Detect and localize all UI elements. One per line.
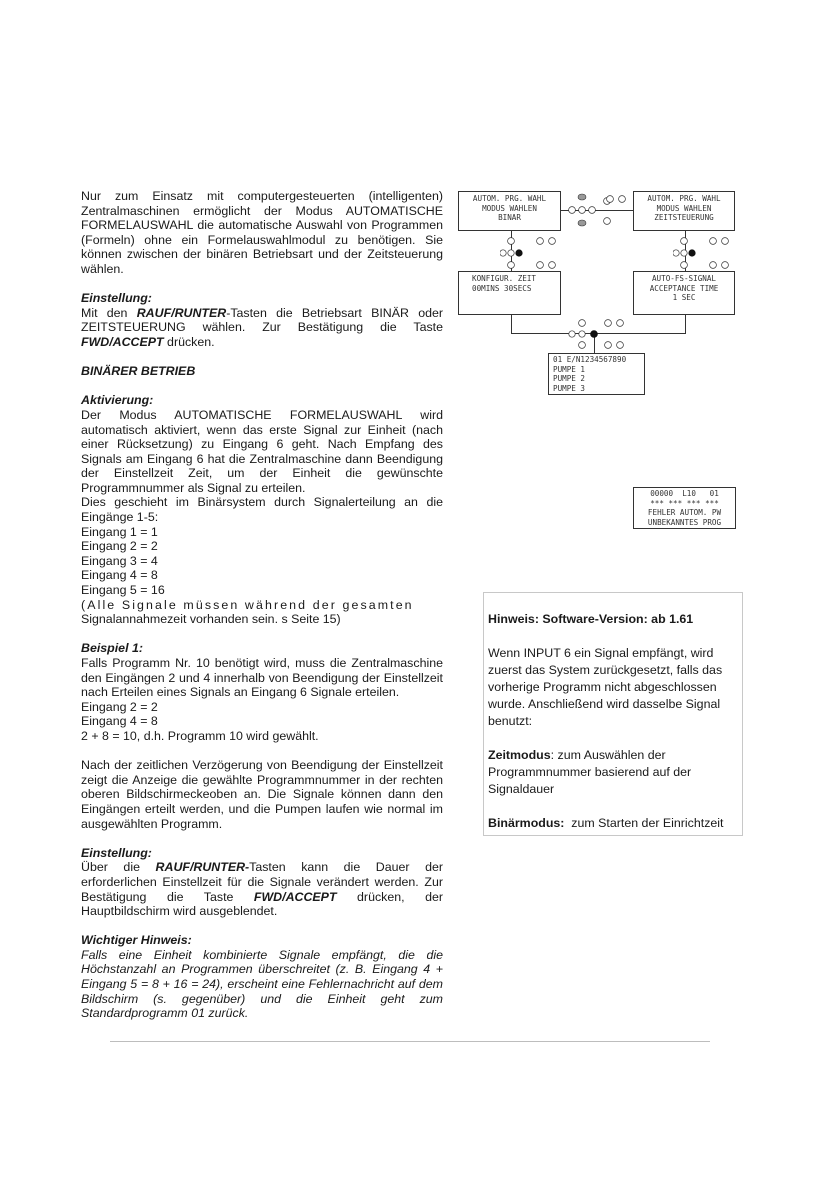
eingang-1: Eingang 1 = 1 <box>81 524 158 539</box>
beispiel-summe: 2 + 8 = 10, d.h. Programm 10 wird gewählt. <box>81 728 319 743</box>
lcd-fehler <box>633 487 736 529</box>
signale-note-line1: (Alle Signale müssen während der gesamten <box>81 597 414 612</box>
footer-divider <box>110 1041 710 1042</box>
nach-paragraph: Nach der zeitlichen Verzögerung von Beendigung der Einstellzeit zeigt die Anzeige die gewählte Programmnummer in der rechten oberen Bildschirmeckeoben an. Die Signale können dann den Eingängen erteilt werden, und die Pumpen laufen wie normal im ausgewählten Programm. <box>81 758 443 831</box>
key-fwd-accept: FWD/ACCEPT <box>81 334 164 349</box>
lcd-konfigur-zeit <box>458 271 561 315</box>
beispiel-eingang-4: Eingang 4 = 8 <box>81 714 158 729</box>
lcd-line: PUMPE 2 <box>553 374 586 384</box>
wire-auto-fs-down <box>685 314 686 334</box>
einstellung2-heading: Einstellung: <box>81 845 152 860</box>
lcd-auto-fs-signal <box>633 271 735 315</box>
text-span: Mit den <box>81 305 137 320</box>
binaermodus-label: Binärmodus: <box>488 816 565 830</box>
einstellung-heading: Einstellung: <box>81 291 152 306</box>
lcd-line: AUTOM. PRG. WAHL <box>647 194 721 203</box>
lcd-line: MODUS WAHLEN <box>656 203 712 213</box>
hint-binaermodus <box>488 815 738 832</box>
binaermodus-text: zum Starten der Einrichtzeit <box>564 816 724 830</box>
hint-title: Hinweis: Software-Version: ab 1.61 <box>488 612 694 626</box>
eingang-3: Eingang 3 = 4 <box>81 553 158 568</box>
aktivierung-paragraph: Der Modus AUTOMATISCHE FORMELAUSWAHL wird automatisch aktiviert, wenn das erste Signal zur Einheit (nach einer Rücksetzung) zu Eingang 6 geht. Nach Empfang des Signals am Eingang 6 hat die Zentralmaschine dann Beendigung der Einstellzeit Zeit, um der Einheit die gewünschte Programmnummer als Signal zu erteilen. <box>81 407 443 495</box>
lcd-line: ACCEPTANCE TIME <box>649 283 719 293</box>
einstellung-paragraph <box>81 306 443 350</box>
button-cluster-icon <box>673 236 735 270</box>
lcd-line: 00MINS 30SECS <box>472 283 532 293</box>
text-span: drücken, der Hauptbildschirm wird ausgeblendet. <box>81 889 443 919</box>
beispiel-paragraph: Falls Programm Nr. 10 benötigt wird, muss die Zentralmaschine den Eingängen 2 und 4 innerhalb von Beendigung der Einstellzeit nach Erteilen eines Signals an Eingang 6 Signale erteilen. <box>81 656 443 700</box>
text-span: drücken. <box>163 334 215 349</box>
wire-konfigur-down <box>511 314 512 334</box>
button-cluster-icon <box>500 236 562 270</box>
text-span: Über die <box>81 860 156 875</box>
zeitmodus-text: : zum Auswählen der Programmnummer basierend auf der Signaldauer <box>488 748 692 796</box>
lcd-line: FEHLER AUTOM. PW <box>647 508 722 518</box>
lcd-line: KONFIGUR. ZEIT <box>472 274 537 283</box>
text-span: -Tasten die Betriebsart BINÄR oder ZEITSTEUERUNG wählen. Zur Bestätigung die Taste <box>81 305 443 335</box>
eingang-2: Eingang 2 = 2 <box>81 539 158 554</box>
software-version-hint <box>483 592 743 836</box>
aktivierung-heading: Aktivierung: <box>81 393 154 408</box>
main-text-column <box>81 189 443 1021</box>
lcd-line: 01 E/N1234567890 <box>553 355 627 364</box>
lcd-pumpe <box>548 353 645 395</box>
text-span: Tasten kann die Dauer der erforderlichen Einstellzeit für die Signale verändert werden. Zur Bestätigung die Taste <box>81 860 444 904</box>
button-cluster-icon <box>564 318 628 350</box>
binaer-heading: BINÄRER BETRIEB <box>81 364 196 379</box>
eingang-5: Eingang 5 = 16 <box>81 583 165 598</box>
beispiel-heading: Beispiel 1: <box>81 641 143 656</box>
lcd-modus-zeit <box>633 191 735 231</box>
lcd-line: UNBEKANNTES PROG <box>647 517 722 527</box>
binaer-paragraph: Dies geschieht im Binärsystem durch Signalerteilung an die Eingänge 1-5: <box>81 495 443 525</box>
lcd-line: PUMPE 3 <box>553 383 586 393</box>
zeitmodus-label: Zeitmodus <box>488 748 551 762</box>
lcd-line: BINAR <box>498 213 521 223</box>
key-rauf-runter: RAUF/RUNTER <box>136 305 227 320</box>
wichtig-paragraph: Falls eine Einheit kombinierte Signale empfängt, die die Höchstanzahl an Programmen überschreitet (z. B. Eingang 4 + Eingang 5 = 8 + 16 = 24), erscheint eine Fehlernachricht auf dem Bildschirm (s. gegenüber) und die Einheit geht zum Standardprogramm 01 zurück. <box>81 947 443 1021</box>
lcd-line: AUTOM. PRG. WAHL <box>472 194 547 203</box>
lcd-line: 00000 L10 01 <box>650 489 719 498</box>
button-pair-icon <box>604 193 634 205</box>
lcd-line: AUTO-FS-SIGNAL <box>651 274 716 283</box>
einstellung2-paragraph <box>81 860 443 918</box>
lcd-line: MODUS WAHLEN <box>482 203 537 213</box>
lcd-line: 1 SEC <box>672 293 696 303</box>
lcd-line: ZEITSTEUERUNG <box>654 213 714 223</box>
key-fwd-accept: FWD/ACCEPT <box>253 889 337 904</box>
lcd-modus-binar <box>458 191 561 231</box>
key-rauf-runter: RAUF/RUNTER- <box>155 860 250 875</box>
lcd-line: PUMPE 1 <box>553 364 586 374</box>
hint-zeitmodus <box>488 747 738 798</box>
hint-paragraph: Wenn INPUT 6 ein Signal empfängt, wird zuerst das System zurückgesetzt, falls das vorherige Programm nicht abgeschlossen wurde. Anschließend wird dasselbe Signal benutzt: <box>488 646 723 728</box>
wichtig-heading: Wichtiger Hinweis: <box>81 933 192 948</box>
eingang-4: Eingang 4 = 8 <box>81 568 158 583</box>
lcd-line: *** *** *** *** <box>650 498 719 508</box>
beispiel-eingang-2: Eingang 2 = 2 <box>81 699 158 714</box>
intro-paragraph: Nur zum Einsatz mit computergesteuerten (intelligenten) Zentralmaschinen ermöglicht der Modus AUTOMATISCHE FORMELAUSWAHL die automatische Auswahl von Programmen (Formeln) ohne ein Formelauswahlmodul zu benötigen. Sie können zwischen der binären Betriebsart und der Zeitsteuerung wählen. <box>81 189 443 276</box>
signale-note-line2: Signalannahmezeit vorhanden sein. s Seite 15) <box>81 612 341 627</box>
